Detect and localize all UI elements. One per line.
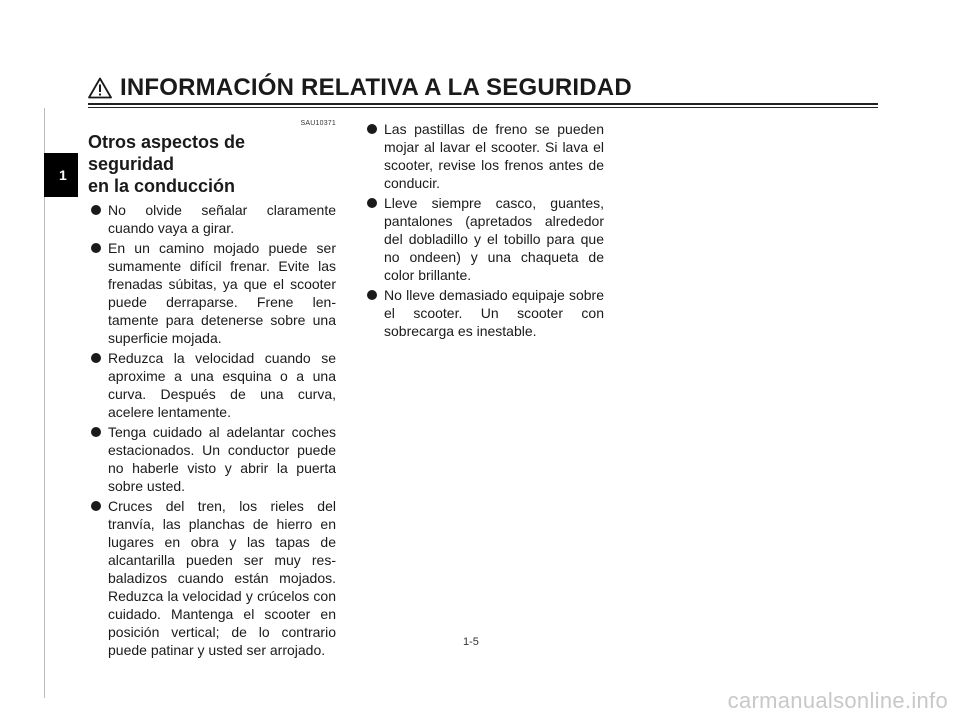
list-item	[88, 201, 336, 237]
chapter-number: 1	[59, 167, 67, 183]
bullet-list-right	[364, 120, 604, 340]
list-item-text: No olvide señalar claramente cuando vaya a girar.	[108, 202, 336, 236]
reference-code: SAU10371	[300, 120, 336, 127]
chapter-tab	[44, 153, 78, 197]
list-item	[364, 120, 604, 192]
page-header	[88, 74, 632, 102]
bullet-icon	[367, 124, 377, 134]
list-item	[364, 194, 604, 284]
header-rule-thin	[88, 107, 878, 108]
header-title: INFORMACIÓN RELATIVA A LA SEGURIDAD	[120, 74, 632, 101]
header-rule	[88, 103, 878, 105]
watermark-text: carmanualsonline.info	[727, 688, 948, 713]
list-item-text: Lleve siempre casco, guantes, pantalones (apretados alrededor del dobladillo y el tobillo para que no ondeen) y una chaqueta de color brillante.	[384, 195, 604, 283]
list-item	[88, 239, 336, 347]
section-title-line-1: Otros aspectos de seguridad	[88, 132, 246, 174]
bullet-icon	[91, 205, 101, 215]
bullet-icon	[91, 427, 101, 437]
bullet-icon	[91, 353, 101, 363]
list-item	[364, 286, 604, 340]
list-item-text: Cruces del tren, los rieles del tranvía, las planchas de hierro en lugares en obra y las tapas de alcantarilla pueden ser muy resbaladizos cuando están mojados. Reduzca la velocidad y crúcelos con cuidado. Mantenga el scooter en posición vertical; de lo contrario puede patinar y usted ser arrojado.	[108, 498, 336, 658]
list-item	[88, 497, 336, 659]
list-item	[88, 423, 336, 495]
list-item-text: Reduzca la velocidad cuando se aproxime a una esquina o a una curva. Después de una curva, acelere lentamente.	[108, 350, 336, 420]
bullet-icon	[367, 290, 377, 300]
column-left	[88, 118, 336, 661]
column-right	[364, 120, 604, 342]
bullet-icon	[91, 243, 101, 253]
page-number: 1-5	[463, 636, 479, 648]
section-title	[88, 131, 336, 197]
list-item-text: Las pastillas de freno se pueden mojar al lavar el scooter. Si lava el scooter, revise los frenos antes de conducir.	[384, 121, 604, 191]
list-item-text: No lleve demasiado equipaje sobre el scooter. Un scooter con sobrecarga es inestable.	[384, 287, 604, 339]
bullet-icon	[367, 198, 377, 208]
list-item-text: Tenga cuidado al adelantar coches estacionados. Un conductor puede no haberle visto y abrir la puerta sobre usted.	[108, 424, 336, 494]
bullet-list-left	[88, 201, 336, 659]
list-item-text: En un camino mojado puede ser sumamente difícil frenar. Evite las frenadas súbitas, ya que el scooter puede derraparse. Frene lentamente para detenerse sobre una superficie mojada.	[108, 240, 336, 346]
warning-triangle-icon	[88, 77, 112, 99]
bullet-icon	[91, 501, 101, 511]
list-item	[88, 349, 336, 421]
section-title-line-2: en la conducción	[88, 176, 236, 196]
